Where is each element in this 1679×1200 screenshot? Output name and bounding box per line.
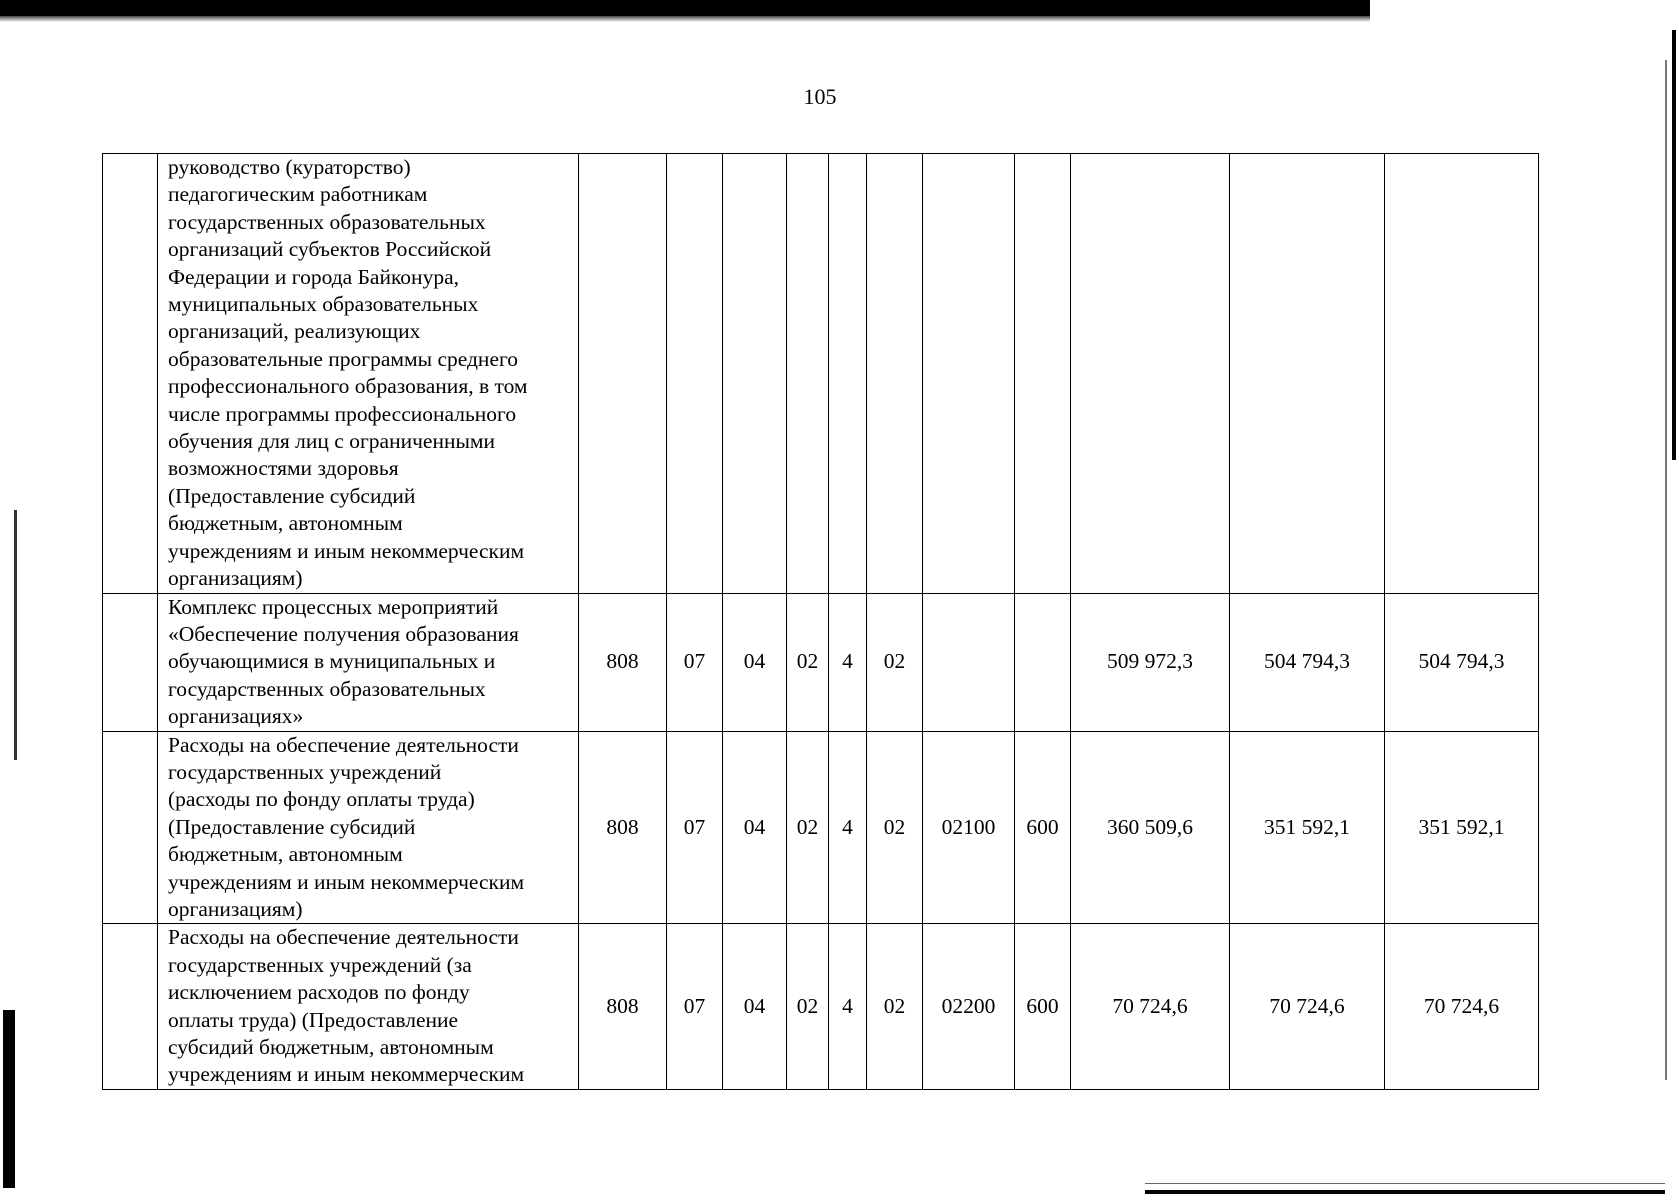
description-line: учреждениям и иным некоммерческим [168, 869, 525, 894]
section-code-cell: 07 [667, 593, 723, 731]
expense-type-code-cell [1015, 593, 1071, 731]
program-code-cell: 02 [787, 593, 829, 731]
description-line: числе программы профессионального [168, 401, 517, 426]
description-line: бюджетным, автономным [168, 511, 403, 536]
description-line: оплаты труда) (Предоставление [168, 1007, 459, 1032]
amount-year-2-cell: 351 592,1 [1230, 731, 1385, 924]
table-row [103, 154, 1539, 594]
description-cell [158, 731, 579, 924]
section-code-cell [667, 154, 723, 594]
amount-year-3-cell [1385, 154, 1539, 594]
amount-year-3-cell: 351 592,1 [1385, 731, 1539, 924]
amount-year-2-cell: 504 794,3 [1230, 593, 1385, 731]
program-type-code-cell: 4 [829, 593, 867, 731]
description-line: учреждениям и иным некоммерческим [168, 538, 525, 563]
subsection-code-cell: 04 [723, 731, 787, 924]
direction-code-cell: 02200 [923, 924, 1015, 1089]
description-line: муниципальных образовательных [168, 292, 479, 317]
program-type-code-cell: 4 [829, 924, 867, 1089]
amount-year-2-cell: 70 724,6 [1230, 924, 1385, 1089]
activity-code-cell: 02 [867, 593, 923, 731]
description-cell [158, 154, 579, 594]
activity-code-cell: 02 [867, 924, 923, 1089]
row-number-cell [103, 593, 158, 731]
description-cell [158, 924, 579, 1089]
program-type-code-cell: 4 [829, 731, 867, 924]
direction-code-cell: 02100 [923, 731, 1015, 924]
description-line: педагогическим работникам [168, 182, 428, 207]
amount-year-3-cell: 70 724,6 [1385, 924, 1539, 1089]
program-code-cell: 02 [787, 924, 829, 1089]
amount-year-2-cell [1230, 154, 1385, 594]
direction-code-cell [923, 593, 1015, 731]
description-line: профессионального образования, в том [168, 374, 528, 399]
description-line: организациях» [168, 704, 304, 729]
budget-table [102, 153, 1539, 1090]
amount-year-1-cell [1071, 154, 1230, 594]
description-line: (расходы по фонду оплаты труда) [168, 787, 475, 812]
description-line: организаций, реализующих [168, 319, 421, 344]
description-line: руководство (кураторство) [168, 155, 411, 179]
activity-code-cell [867, 154, 923, 594]
description-line: обучающимися в муниципальных и [168, 649, 496, 674]
row-number-cell [103, 154, 158, 594]
page-number: 105 [803, 84, 837, 109]
program-type-code-cell [829, 154, 867, 594]
ministry-code-cell: 808 [579, 924, 667, 1089]
description-line: (Предоставление субсидий [168, 483, 416, 508]
scan-top-edge [0, 0, 1370, 16]
scan-bottom-edge [1145, 1190, 1665, 1194]
ministry-code-cell [579, 154, 667, 594]
program-code-cell [787, 154, 829, 594]
amount-year-1-cell: 360 509,6 [1071, 731, 1230, 924]
expense-type-code-cell [1015, 154, 1071, 594]
amount-year-1-cell: 70 724,6 [1071, 924, 1230, 1089]
expense-type-code-cell: 600 [1015, 731, 1071, 924]
expense-type-code-cell: 600 [1015, 924, 1071, 1089]
description-line: субсидий бюджетным, автономным [168, 1035, 494, 1059]
description-line: Федерации и города Байконура, [168, 264, 459, 289]
ministry-code-cell: 808 [579, 731, 667, 924]
scan-right-edge [1672, 30, 1676, 460]
description-line: государственных образовательных [168, 209, 486, 234]
amount-year-3-cell: 504 794,3 [1385, 593, 1539, 731]
description-line: Комплекс процессных мероприятий [168, 594, 499, 619]
description-line: образовательные программы среднего [168, 346, 519, 371]
table-body [103, 154, 1539, 1090]
scan-left-edge-thin [14, 510, 17, 760]
program-code-cell: 02 [787, 731, 829, 924]
table-row [103, 924, 1539, 1089]
description-line: Расходы на обеспечение деятельности [168, 732, 519, 757]
ministry-code-cell: 808 [579, 593, 667, 731]
direction-code-cell [923, 154, 1015, 594]
subsection-code-cell [723, 154, 787, 594]
description-line: государственных учреждений (за [168, 952, 472, 977]
subsection-code-cell: 04 [723, 924, 787, 1089]
description-line: государственных образовательных [168, 676, 486, 701]
description-cell [158, 593, 579, 731]
scan-right-edge-thin [1665, 60, 1667, 1080]
scan-bottom-edge-thin [1145, 1183, 1665, 1184]
description-line: исключением расходов по фонду [168, 980, 470, 1005]
section-code-cell: 07 [667, 731, 723, 924]
table-row [103, 593, 1539, 731]
amount-year-1-cell: 509 972,3 [1071, 593, 1230, 731]
description-line: «Обеспечение получения образования [168, 621, 519, 646]
description-line: Расходы на обеспечение деятельности [168, 925, 519, 950]
section-code-cell: 07 [667, 924, 723, 1089]
table-row [103, 731, 1539, 924]
description-line: организаций субъектов Российской [168, 237, 492, 262]
row-number-cell [103, 924, 158, 1089]
description-line: организациям) [168, 566, 303, 591]
activity-code-cell: 02 [867, 731, 923, 924]
description-line: возможностями здоровья [168, 456, 399, 481]
description-line: обучения для лиц с ограниченными [168, 429, 496, 454]
subsection-code-cell: 04 [723, 593, 787, 731]
row-number-cell [103, 731, 158, 924]
description-line: учреждениям и иным некоммерческим [168, 1062, 525, 1087]
description-line: (Предоставление субсидий [168, 814, 416, 839]
description-line: государственных учреждений [168, 759, 442, 784]
description-line: бюджетным, автономным [168, 842, 403, 867]
description-line: организациям) [168, 896, 303, 921]
scan-left-edge [3, 1010, 15, 1188]
